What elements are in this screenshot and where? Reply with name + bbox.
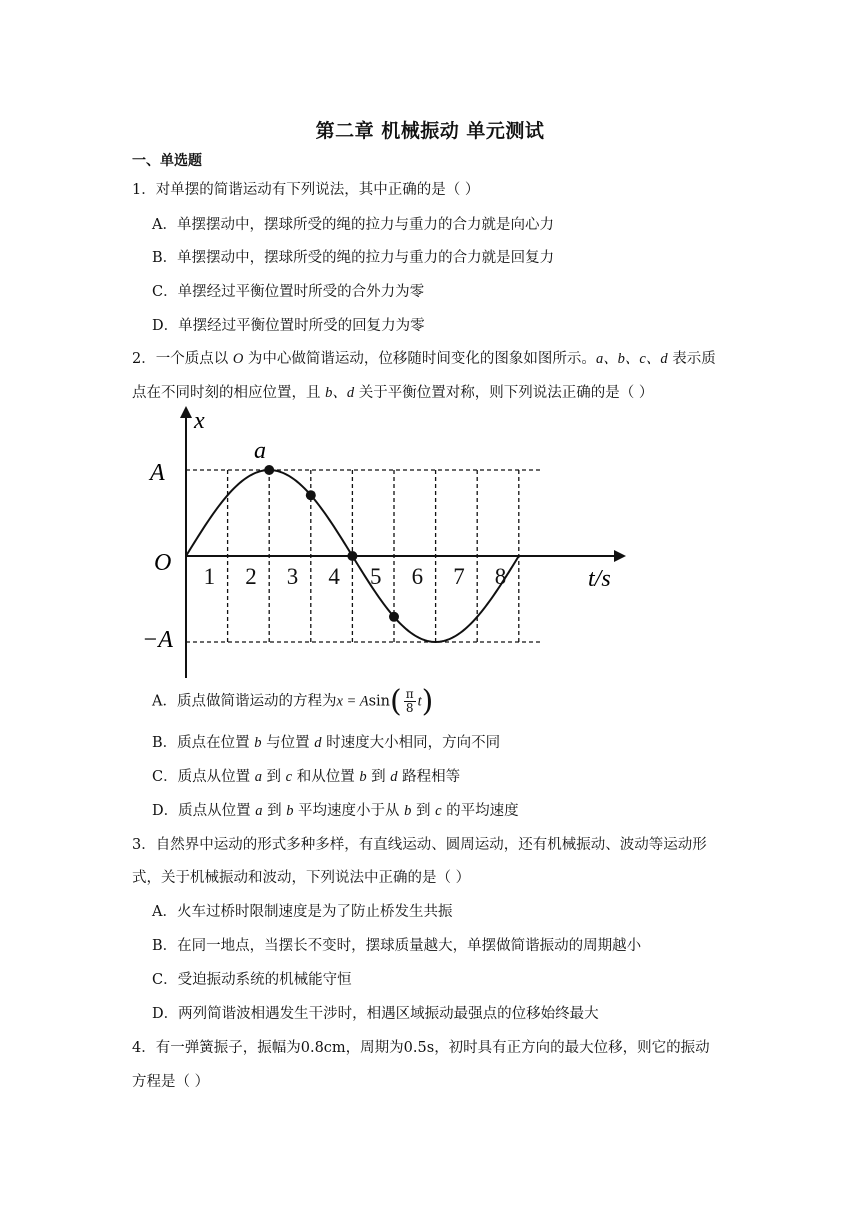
origin-label: O <box>154 550 172 576</box>
q2-c-text5: 路程相等 <box>397 769 461 785</box>
q2-d-var2: b <box>286 803 294 819</box>
q3-option-c: C．受迫振动系统的机械能守恒 <box>152 972 352 988</box>
x-tick-label: 7 <box>453 564 465 589</box>
q1-option-a: A．单摆摆动中，摆球所受的绳的拉力与重力的合力就是向心力 <box>152 217 554 233</box>
x-tick-label: 4 <box>328 564 340 589</box>
q2-option-d <box>152 799 519 820</box>
q2-stem2-b: 关于平衡位置对称，则下列说法正确的是（ ） <box>354 385 654 401</box>
q2-c-var4: d <box>390 769 398 785</box>
x-tick-label: 2 <box>245 564 257 589</box>
q1-option-b: B．单摆摆动中，摆球所受的绳的拉力与重力的合力就是回复力 <box>152 250 555 266</box>
q4-text3: ，初时具有正方向的最大位移，则它的振动 <box>434 1040 710 1056</box>
q2-d-text1: D．质点从位置 <box>152 803 256 819</box>
q4-stem-line2: 方程是（ ） <box>132 1074 210 1090</box>
q4-period: 0.5s <box>403 1040 435 1056</box>
x-tick-label: 1 <box>203 564 216 589</box>
q2-option-a <box>152 684 433 719</box>
q2-stem1-vars: a、b、c、d <box>595 351 668 367</box>
q2-c-text4: 到 <box>366 769 391 785</box>
graph-point <box>347 551 357 561</box>
graph-axes <box>180 406 626 678</box>
q4-amplitude: 0.8cm <box>300 1040 346 1056</box>
q2-stem-line1 <box>132 347 716 368</box>
q2-a-prefix: A．质点做简谐运动的方程为 <box>152 693 337 710</box>
q2-b-text3: 时速度大小相同，方向不同 <box>321 735 501 751</box>
q4-stem-line1 <box>132 1036 710 1057</box>
q4-text2: ，周期为 <box>345 1040 404 1056</box>
displacement-time-graph <box>140 402 630 684</box>
fraction-denominator: 8 <box>405 701 414 715</box>
q2-d-text4: 到 <box>411 803 436 819</box>
graph-point <box>306 490 316 500</box>
left-paren: ( <box>389 684 402 719</box>
q2-c-var2: c <box>285 769 293 785</box>
right-paren: ) <box>421 684 434 719</box>
x-tick-label: 6 <box>411 564 424 589</box>
x-tick-label: 5 <box>370 564 382 589</box>
q2-stem1-b: 为中心做简谐运动，位移随时间变化的图象如图所示。 <box>243 351 596 367</box>
q2-stem2-a: 点在不同时刻的相应位置，且 <box>132 385 326 401</box>
q3-option-d: D．两列简谐波相遇发生干涉时，相遇区域振动最强点的位移始终最大 <box>152 1006 599 1022</box>
q2-b-var1: b <box>254 735 262 751</box>
q2-stem1-o: O <box>232 351 244 367</box>
x-axis-arrow <box>614 550 626 562</box>
q3-stem-line2: 式，关于机械振动和波动，下列说法中正确的是（ ） <box>132 870 471 886</box>
q2-c-text1: C．质点从位置 <box>152 769 255 785</box>
q2-c-var1: a <box>254 769 262 785</box>
q2-d-text2: 到 <box>262 803 287 819</box>
q2-b-var2: d <box>314 735 322 751</box>
q2-d-var4: c <box>435 803 442 819</box>
graph-point <box>264 465 274 475</box>
section-heading: 一、单选题 <box>132 153 202 169</box>
graph-labels <box>142 408 611 653</box>
q1-option-d: D．单摆经过平衡位置时所受的回复力为零 <box>152 318 425 334</box>
q2-option-c <box>152 765 460 786</box>
q2-c-var3: b <box>359 769 367 785</box>
graph-point <box>389 612 399 622</box>
q2-d-var3: b <box>404 803 412 819</box>
x-tick-labels <box>204 564 507 589</box>
x-axis-label: t/s <box>588 566 611 592</box>
y-label-neg-a: −A <box>142 627 173 653</box>
y-axis-arrow <box>180 406 192 418</box>
q2-c-text3: 和从位置 <box>292 769 360 785</box>
q1-stem: 1．对单摆的简谐运动有下列说法，其中正确的是（ ） <box>132 182 480 198</box>
q2-b-text1: B．质点在位置 <box>152 735 255 751</box>
q2-c-text2: 到 <box>261 769 286 785</box>
point-a-label: a <box>254 438 266 464</box>
q2-stem-line2 <box>132 381 653 402</box>
q2-stem1-a: 2．一个质点以 <box>132 351 233 367</box>
q3-stem-line1: 3．自然界中运动的形式多种多样，有直线运动、圆周运动，还有机械振动、波动等运动形 <box>132 837 707 853</box>
q2-a-sin: sin <box>368 693 390 710</box>
x-tick-label: 8 <box>494 564 507 589</box>
q2-d-text5: 的平均速度 <box>441 803 519 819</box>
y-axis-label: x <box>194 408 205 434</box>
q2-option-b <box>152 731 500 752</box>
q4-text1: 4．有一弹簧振子，振幅为 <box>132 1040 301 1056</box>
q2-d-var1: a <box>255 803 263 819</box>
fraction-numerator: π <box>405 687 414 701</box>
q3-option-b: B．在同一地点，当摆长不变时，摆球质量越大，单摆做简谐振动的周期越小 <box>152 938 642 954</box>
q2-d-text3: 平均速度小于从 <box>293 803 405 819</box>
q2-stem1-c: 表示质 <box>667 351 716 367</box>
q1-option-c: C．单摆经过平衡位置时所受的合外力为零 <box>152 284 425 300</box>
fraction <box>404 688 416 715</box>
q2-stem2-vars: b、d <box>325 385 355 401</box>
q3-option-a: A．火车过桥时限制速度是为了防止桥发生共振 <box>152 904 453 920</box>
q2-a-lhs: x = A <box>336 693 369 710</box>
q2-b-text2: 与位置 <box>261 735 315 751</box>
x-tick-label: 3 <box>286 564 299 589</box>
page-title: 第二章 机械振动 单元测试 <box>315 120 545 142</box>
y-label-a: A <box>150 460 165 486</box>
q2-a-t: t <box>417 693 422 710</box>
